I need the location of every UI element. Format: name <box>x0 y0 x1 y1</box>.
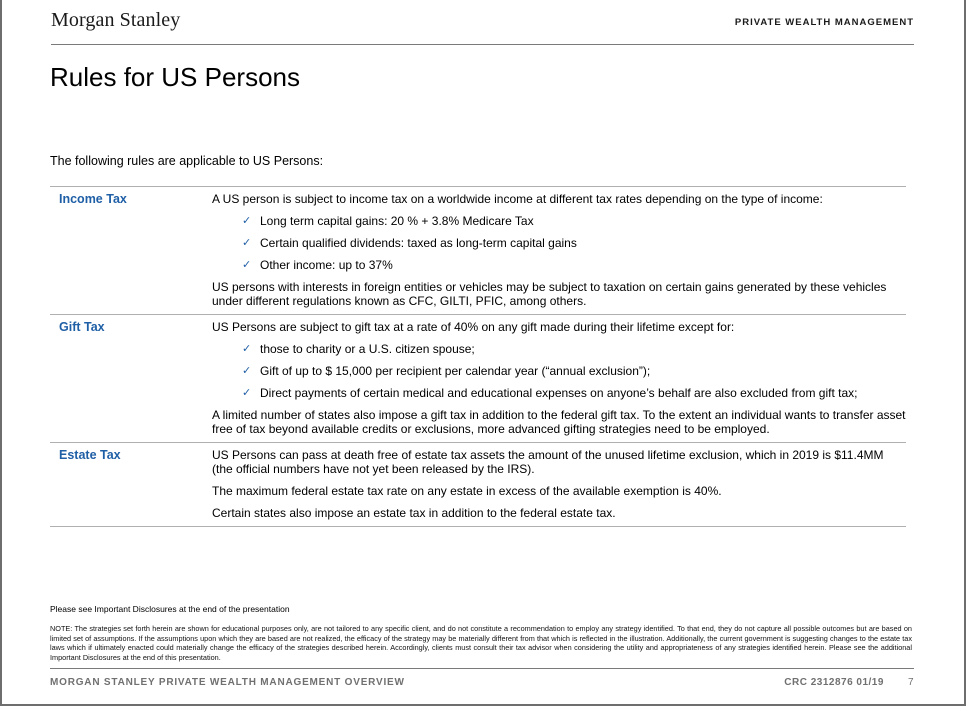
list-item-text: those to charity or a U.S. citizen spouse; <box>260 342 475 356</box>
check-icon: ✓ <box>242 215 252 227</box>
footer-meta <box>784 677 914 688</box>
list-item-text: Certain qualified dividends: taxed as long-term capital gains <box>260 236 577 250</box>
check-icon: ✓ <box>242 237 252 249</box>
division-label: PRIVATE WEALTH MANAGEMENT <box>734 17 914 28</box>
list-item <box>242 342 906 356</box>
rule-paragraph: Certain states also impose an estate tax in addition to the federal estate tax. <box>212 506 616 520</box>
header-divider <box>51 44 914 45</box>
rule-body <box>212 443 906 527</box>
list-item <box>242 386 906 400</box>
rule-items <box>212 214 906 272</box>
legal-note: NOTE: The strategies set forth herein are shown for educational purposes only, are not tailored to any specific client, and do not constitute a recommendation to employ any strategy identified. To that end, they do not capture all possible outcomes but are based on limited set of assumptions. If the assumptions upon which they are based are not realized, the efficacy of the strategy may be materially different from that which is reflected in the illustration. Additionally, the current government is suggesting changes to the estate tax laws which if ultimately enacted could materially change the efficacy of the strategies described herein. Accordingly, clients must consult their tax advisor when considering the utility and appropriateness of any strategies identified herein. Please see the additional Important Disclosures at the end of this presentation. <box>50 624 912 662</box>
check-icon: ✓ <box>242 259 252 271</box>
list-item-text: Other income: up to 37% <box>260 258 393 272</box>
page-number: 7 <box>907 677 914 688</box>
rule-row-estate-tax <box>50 443 906 527</box>
rule-lead: US Persons are subject to gift tax at a rate of 40% on any gift made during their lifetime except for: <box>212 320 735 334</box>
disclosure-text: Please see Important Disclosures at the end of the presentation <box>50 604 290 614</box>
footer-divider <box>50 668 914 669</box>
rule-paragraph: US Persons can pass at death free of estate tax assets the amount of the unused lifetime exclusion, which in 2019 is $11.4MM (the official numbers have not yet been released by the IRS). <box>212 448 884 476</box>
list-item <box>242 214 906 228</box>
list-item-text: Direct payments of certain medical and educational expenses on anyone’s behalf are also excluded from gift tax; <box>260 386 858 400</box>
list-item <box>242 258 906 272</box>
morgan-stanley-logo: Morgan Stanley <box>51 9 181 31</box>
check-icon: ✓ <box>242 365 252 377</box>
intro-text: The following rules are applicable to US Persons: <box>50 154 324 168</box>
rule-closing: A limited number of states also impose a gift tax in addition to the federal gift tax. To the extent an individual wants to transfer asset free of tax beyond available credits or exclusions, more advanced gifting strategies need to be employed. <box>212 408 906 436</box>
check-icon: ✓ <box>242 343 252 355</box>
footer-code: CRC 2312876 01/19 <box>784 677 884 688</box>
rule-lead: A US person is subject to income tax on a worldwide income at different tax rates depending on the type of income: <box>212 192 823 206</box>
list-item <box>242 236 906 250</box>
footer-title: MORGAN STANLEY PRIVATE WEALTH MANAGEMENT OVERVIEW <box>50 677 405 688</box>
rule-row-gift-tax <box>50 315 906 443</box>
list-item-text: Long term capital gains: 20 % + 3.8% Medicare Tax <box>260 214 534 228</box>
rule-items <box>212 342 906 400</box>
page-title: Rules for US Persons <box>50 62 300 92</box>
rule-body <box>212 315 906 443</box>
rule-row-income-tax <box>50 187 906 315</box>
rule-label: Estate Tax <box>59 448 121 462</box>
rule-label: Income Tax <box>59 192 127 206</box>
rule-closing: US persons with interests in foreign entities or vehicles may be subject to taxation on certain gains generated by these vehicles under different regulations known as CFC, GILTI, PFIC, among others. <box>212 280 887 308</box>
check-icon: ✓ <box>242 387 252 399</box>
list-item-text: Gift of up to $ 15,000 per recipient per calendar year (“annual exclusion”); <box>260 364 651 378</box>
rule-body <box>212 187 906 315</box>
rule-paragraph: The maximum federal estate tax rate on any estate in excess of the available exemption is 40%. <box>212 484 722 498</box>
list-item <box>242 364 906 378</box>
rules-table <box>50 186 906 527</box>
rule-label: Gift Tax <box>59 320 105 334</box>
